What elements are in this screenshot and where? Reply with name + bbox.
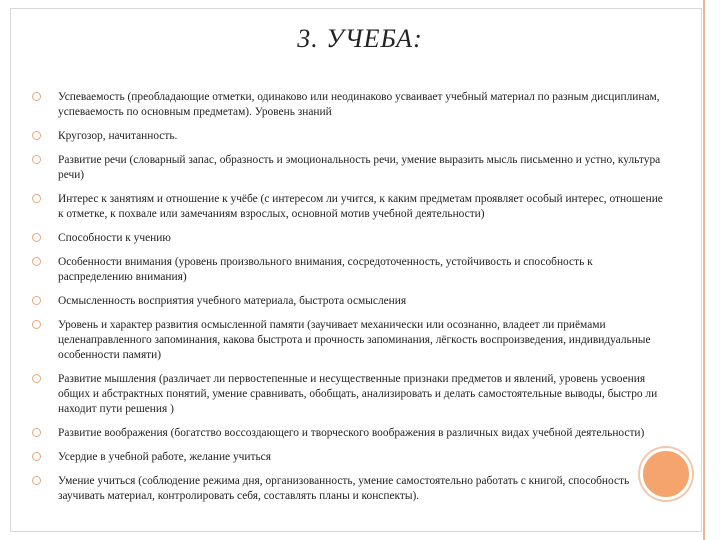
list-item — [30, 318, 670, 363]
list-item-text: Успеваемость (преобладающие отметки, одинаково или неодинаково усваивает учебный материал по разным дисциплинам, успеваемость по основным предметам). Уровень знаний — [58, 91, 660, 118]
bullet-list — [30, 90, 670, 513]
list-item-text: Осмысленность восприятия учебного материала, быстрота осмысления — [58, 295, 407, 307]
list-item-text: Умение учиться (соблюдение режима дня, организованность, умение самостоятельно работать с книгой, способность заучивать материал, контролировать себя, составлять планы и конспекты). — [58, 475, 630, 502]
bullet-icon — [32, 476, 41, 485]
bullet-icon — [32, 92, 41, 101]
list-item-text: Особенности внимания (уровень произвольного внимания, сосредоточенность, устойчивость и способность к распределению внимания) — [58, 256, 593, 283]
title-prefix: 3. У — [297, 24, 345, 53]
bullet-icon — [32, 428, 41, 437]
list-item — [30, 129, 670, 144]
list-item-text: Развитие мышления (различает ли первостепенные и несущественные признаки предметов и явлений, уровень усвоения общих и абстрактных понятий, умение сравнивать, обобщать, анализировать и делать самостоятельные выводы, быстро ли находит пути решения ) — [58, 373, 658, 415]
list-item — [30, 231, 670, 246]
decorative-side-line — [703, 0, 705, 540]
bullet-icon — [32, 257, 41, 266]
list-item — [30, 90, 670, 120]
list-item-text: Усердие в учебной работе, желание учиться — [58, 451, 271, 463]
bullet-icon — [32, 131, 41, 140]
bullet-icon — [32, 452, 41, 461]
bullet-icon — [32, 155, 41, 164]
list-item-text: Развитие воображения (богатство воссоздающего и творческого воображения в различных видах учебной деятельности) — [58, 427, 645, 439]
list-item — [30, 372, 670, 417]
list-item — [30, 294, 670, 309]
bullet-icon — [32, 374, 41, 383]
list-item-text: Кругозор, начитанность. — [58, 130, 178, 142]
list-item-text: Развитие речи (словарный запас, образность и эмоциональность речи, умение выразить мысль письменно и устно, культура речи) — [58, 154, 661, 181]
slide-title — [0, 24, 720, 54]
bullet-icon — [32, 194, 41, 203]
bullet-icon — [32, 233, 41, 242]
list-item — [30, 450, 670, 465]
bullet-icon — [32, 320, 41, 329]
list-item-text: Уровень и характер развития осмысленной памяти (заучивает механически или осознанно, владеет ли приёмами целенаправленного запоминания, какова быстрота и прочность запоминания, лёгкость воспроизведения, индивидуальные особенности памяти) — [58, 319, 651, 361]
list-item-text: Способности к учению — [58, 232, 171, 244]
list-item-text: Интерес к занятиям и отношение к учёбе (с интересом ли учится, к каким предметам проявляет особый интерес, отношение к отметке, к похвале или замечаниям взрослых, основной мотив учебной деятельности) — [58, 193, 663, 220]
bullet-icon — [32, 296, 41, 305]
title-rest: ЧЕБА: — [344, 24, 423, 53]
list-item — [30, 153, 670, 183]
list-item — [30, 474, 670, 504]
list-item — [30, 255, 670, 285]
list-item — [30, 426, 670, 441]
list-item — [30, 192, 670, 222]
